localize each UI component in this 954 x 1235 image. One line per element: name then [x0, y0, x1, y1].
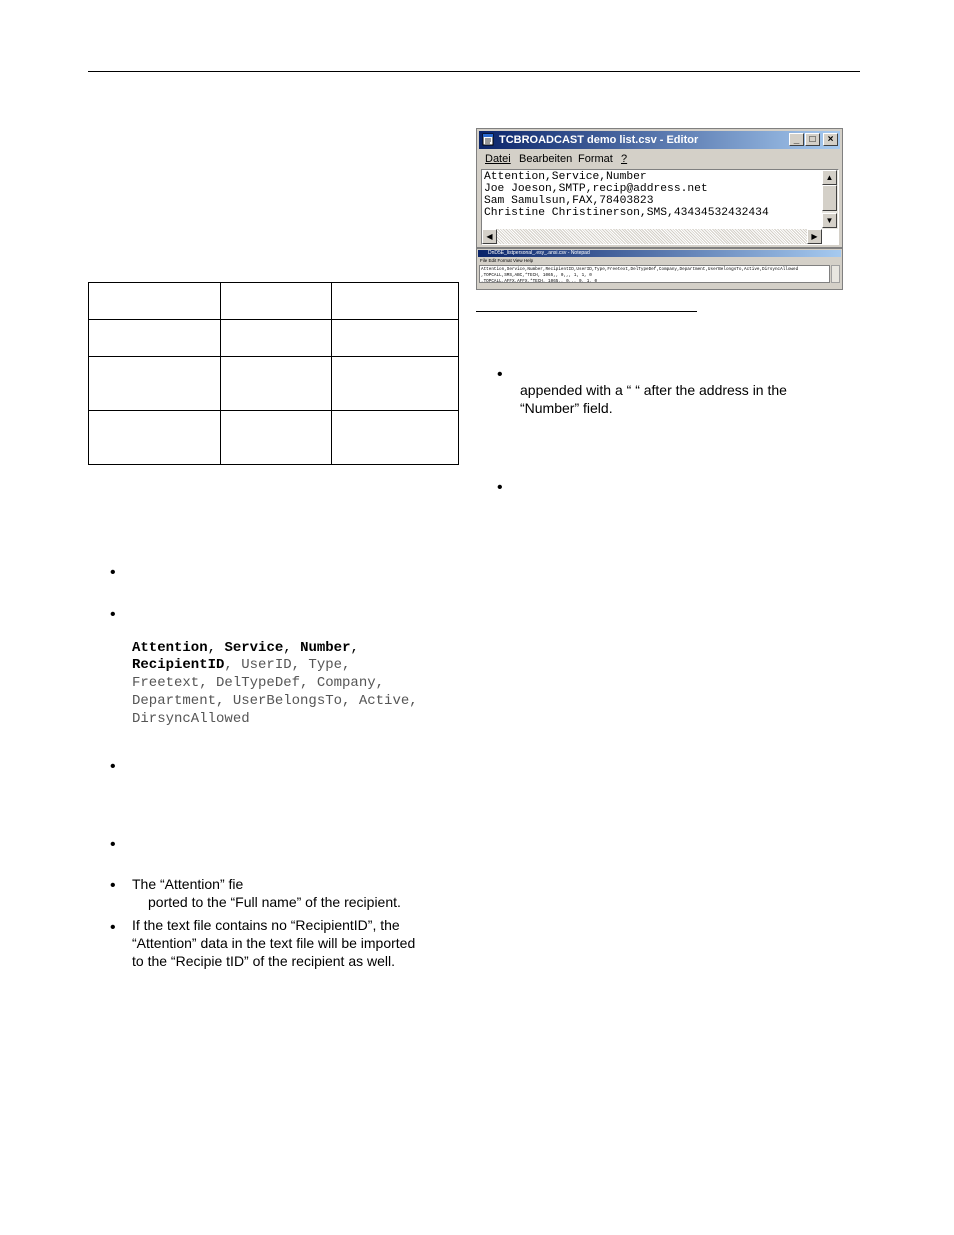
notepad-text-area[interactable] — [479, 265, 830, 283]
table-cell — [332, 283, 459, 320]
field-list-line-5: DirsyncAllowed — [132, 711, 250, 727]
table-cell — [332, 411, 459, 465]
notepad-line: ,TOPCALL,AFFX,AFFX,*TECH, 1065,, 0,,, 0, 1, 0 — [481, 279, 598, 283]
editor-line: Joe Joeson,SMTP,recip@address.net — [484, 183, 708, 195]
bullet: • — [110, 919, 116, 936]
table-cell — [89, 357, 221, 411]
table-cell — [89, 283, 221, 320]
vertical-scroll-thumb[interactable] — [822, 185, 837, 211]
append-text-2: “Number” field. — [520, 400, 613, 416]
bullet: • — [497, 366, 503, 383]
field-list-line-2: RecipientID, UserID, Type, — [132, 657, 351, 673]
empty-table — [88, 282, 459, 465]
table-cell — [332, 320, 459, 357]
editor-text-area[interactable] — [481, 169, 839, 245]
field-list-line-3: Freetext, DelTypeDef, Company, — [132, 675, 385, 691]
menu-format[interactable]: Format — [578, 153, 613, 165]
table-cell — [89, 320, 221, 357]
scroll-right-icon[interactable]: ▶ — [807, 229, 822, 244]
caption-rule — [476, 311, 697, 312]
editor-line: Attention,Service,Number — [484, 171, 647, 183]
field-number: Number — [300, 640, 351, 656]
bullet: • — [110, 606, 116, 623]
notepad-scrollbar[interactable] — [831, 265, 840, 283]
append-text-1: appended with a “ “ after the address in the — [520, 382, 787, 398]
header-rule — [88, 71, 860, 72]
bullet: • — [110, 564, 116, 581]
notepad-content — [481, 267, 798, 283]
editor-titlebar — [479, 131, 840, 149]
notepad-menubar: File Edit Format View Help — [480, 258, 534, 263]
bullet: • — [110, 877, 116, 894]
minimize-button[interactable]: _ — [789, 133, 804, 146]
notepad-line: Attention,Service,Number,RecipientID,UserID,Type,Freetext,DelTypeDef,Company,Department,UserBelongsTo,Active,DirsyncAllowed — [481, 267, 799, 272]
scroll-up-icon[interactable]: ▲ — [822, 170, 837, 185]
editor-title: TCBROADCAST demo list.csv - Editor — [499, 134, 699, 146]
attention-text-2: ported to the “Full name” of the recipient. — [148, 894, 401, 910]
vertical-scrollbar[interactable] — [822, 170, 838, 229]
table-cell — [332, 357, 459, 411]
notepad-icon — [482, 133, 495, 146]
scroll-down-icon[interactable]: ▼ — [822, 213, 837, 228]
editor-content — [484, 171, 769, 219]
bullet: • — [110, 836, 116, 853]
maximize-button[interactable]: □ — [805, 133, 820, 146]
horizontal-scrollbar[interactable] — [482, 229, 822, 244]
table-cell — [221, 320, 332, 357]
field-list-line-4: Department, UserBelongsTo, Active, — [132, 693, 418, 709]
editor-line: Sam Samulsun,FAX,78403823 — [484, 195, 654, 207]
recipientid-text-1: If the text file contains no “RecipientID”, the — [132, 917, 400, 933]
table-cell — [221, 357, 332, 411]
editor-window — [476, 128, 843, 248]
table-cell — [221, 411, 332, 465]
close-button[interactable]: × — [823, 133, 838, 146]
menu-datei[interactable]: Datei — [485, 153, 511, 165]
field-recipientid: RecipientID — [132, 657, 225, 673]
recipientid-text-3: to the “Recipie tID” of the recipient as well. — [132, 953, 396, 969]
bullet: • — [110, 758, 116, 775]
menu-help[interactable]: ? — [621, 153, 628, 165]
notepad-window — [476, 248, 843, 290]
notepad-title: DnD5E_listpersonal_.esy_.ansi.csv - Notepad — [478, 250, 841, 257]
notepad-line: ,TOPCALL,SMS,ABC,*TECH, 1065,, 0,,, 1, 1, 0 — [481, 273, 592, 278]
scroll-left-icon[interactable]: ◀ — [482, 229, 497, 244]
field-attention: Attention — [132, 640, 208, 656]
field-service: Service — [224, 640, 284, 656]
menu-bearbeiten[interactable]: Bearbeiten — [519, 153, 573, 165]
attention-text-1: The “Attention” fie — [132, 876, 244, 892]
recipientid-text-2: “Attention” data in the text file will be imported — [132, 935, 416, 951]
table-cell — [89, 411, 221, 465]
bullet: • — [497, 479, 503, 496]
editor-line: Christine Christinerson,SMS,43434532432434 — [484, 207, 769, 219]
field-list-line-1: Attention, Service, Number, — [132, 640, 359, 656]
table-cell — [221, 283, 332, 320]
